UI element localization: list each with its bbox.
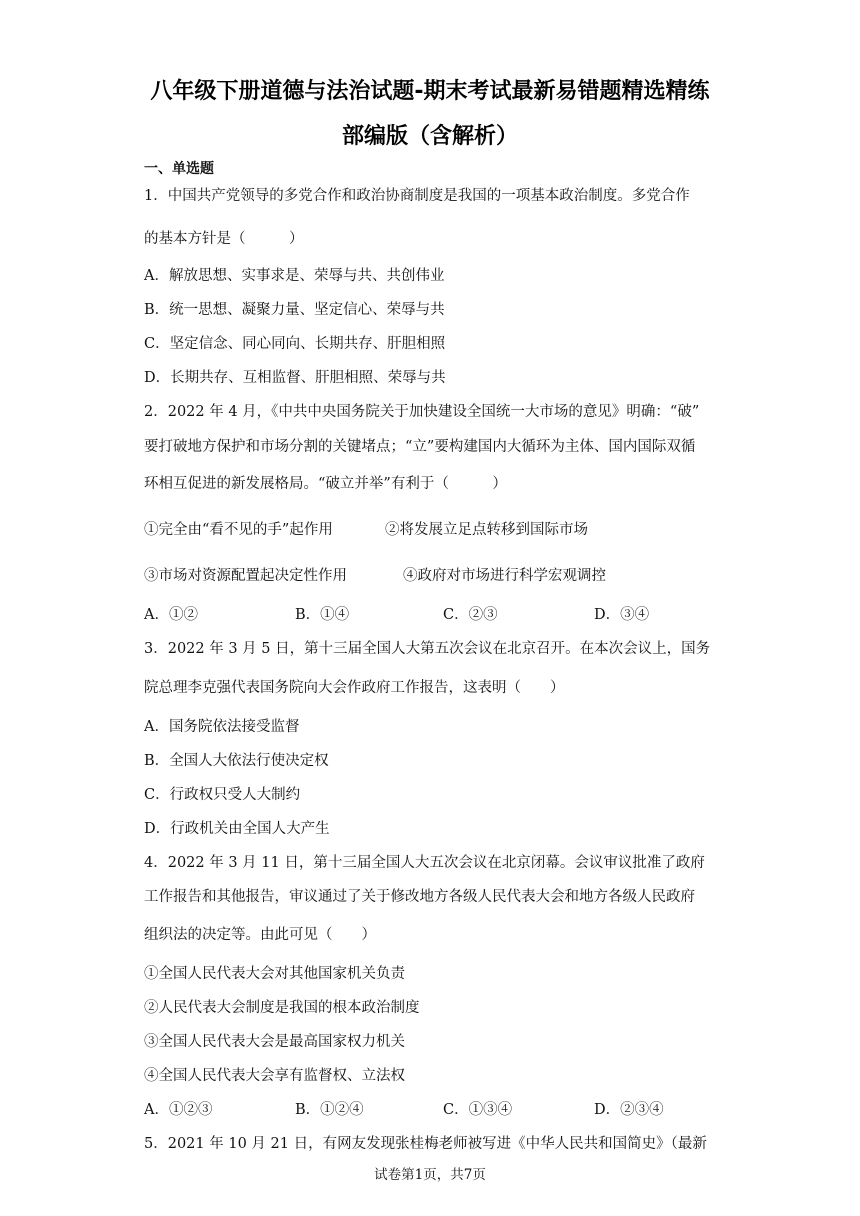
q1-option-b: B．统一思想、凝聚力量、坚定信心、荣辱与共 (144, 302, 445, 318)
q2-stem-line1: 2．2022 年 4 月，《中共中央国务院关于加快建设全国统一大市场的意见》明确：“破” (144, 404, 700, 420)
q2-statement-3: ③市场对资源配置起决定性作用 (144, 568, 347, 584)
section-heading: 一、单选题 (144, 161, 214, 177)
q3-option-d: D．行政机关由全国人大产生 (144, 821, 330, 837)
q1-stem-line1: 1．中国共产党领导的多党合作和政治协商制度是我国的一项基本政治制度。多党合作 (144, 188, 690, 204)
q1-option-a: A．解放思想、实事求是、荣辱与共、共创伟业 (144, 268, 445, 284)
q4-stem-line2: 工作报告和其他报告，审议通过了关于修改地方各级人民代表大会和地方各级人民政府 (144, 889, 695, 905)
q2-statement-4: ④政府对市场进行科学宏观调控 (403, 568, 606, 584)
exam-title-line2: 部编版（含解析） (341, 124, 518, 149)
q4-option-b: B．①②④ (295, 1102, 364, 1118)
q4-option-d: D．②③④ (594, 1102, 664, 1118)
exam-title-line1: 八年级下册道德与法治试题-期末考试最新易错题精选精练 (150, 79, 710, 104)
q2-stem-line3: 环相互促进的新发展格局。“破立并举”有利于（ ） (144, 476, 507, 492)
q4-statement-1: ①全国人民代表大会对其他国家机关负责 (144, 966, 405, 982)
q4-option-c: C．①③④ (443, 1102, 513, 1118)
q3-option-c: C．行政权只受人大制约 (144, 787, 301, 803)
q4-stem-line3: 组织法的决定等。由此可见（ ） (144, 927, 376, 943)
q4-statement-2: ②人民代表大会制度是我国的根本政治制度 (144, 1000, 420, 1016)
q1-option-c: C．坚定信念、同心同向、长期共存、肝胆相照 (144, 336, 446, 352)
q4-stem-line1: 4．2022 年 3 月 11 日，第十三届全国人大五次会议在北京闭幕。会议审议批准了政府 (144, 855, 705, 871)
q2-option-b: B．①④ (295, 607, 350, 623)
q4-statement-3: ③全国人民代表大会是最高国家权力机关 (144, 1034, 405, 1050)
q2-option-d: D．③④ (594, 607, 650, 623)
q2-option-c: C．②③ (443, 607, 498, 623)
q3-stem-line2: 院总理李克强代表国务院向大会作政府工作报告，这表明（ ） (144, 680, 565, 696)
q1-option-d: D．长期共存、互相监督、肝胆相照、荣辱与共 (144, 370, 446, 386)
q2-stem-line2: 要打破地方保护和市场分割的关键堵点；“立”要构建国内大循环为主体、国内国际双循 (144, 439, 696, 455)
q3-option-a: A．国务院依法接受监督 (144, 719, 300, 735)
q3-stem-line1: 3．2022 年 3 月 5 日，第十三届全国人大第五次会议在北京召开。在本次会议上，国务 (144, 641, 711, 657)
q4-option-a: A．①②③ (144, 1102, 213, 1118)
q3-option-b: B．全国人大依法行使决定权 (144, 753, 329, 769)
q2-statement-1: ①完全由“看不见的手”起作用 (144, 522, 333, 538)
q2-statement-2: ②将发展立足点转移到国际市场 (385, 522, 588, 538)
q4-statement-4: ④全国人民代表大会享有监督权、立法权 (144, 1068, 405, 1084)
q5-stem-line1: 5．2021 年 10 月 21 日，有网友发现张桂梅老师被写进《中华人民共和国简史》（最新 (144, 1136, 707, 1152)
q1-stem-line2: 的基本方针是（ ） (144, 231, 304, 247)
page-footer: 试卷第1页，共7页 (374, 1167, 486, 1183)
q2-option-a: A．①② (144, 607, 198, 623)
